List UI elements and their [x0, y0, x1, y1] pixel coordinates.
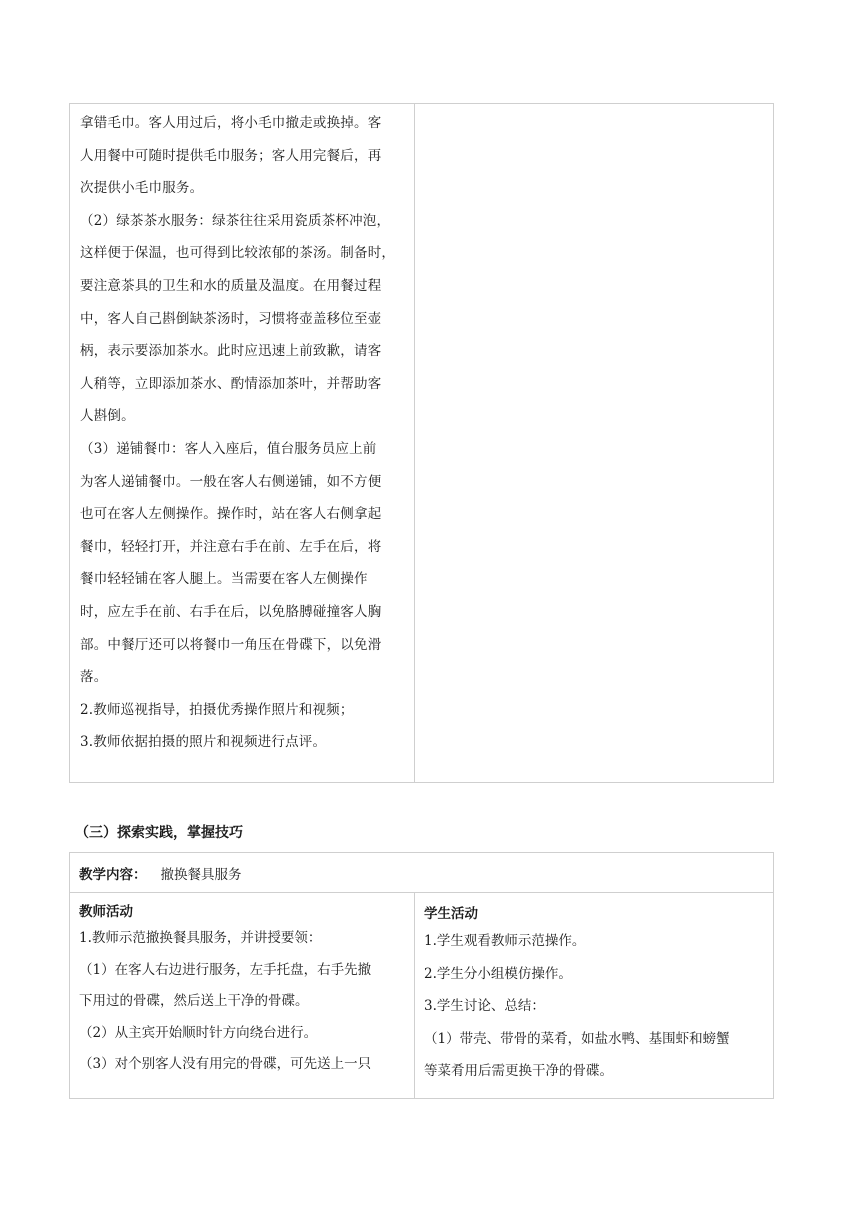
- text-line: （1）带壳、带骨的菜肴，如盐水鸭、基围虾和螃蟹: [424, 1030, 730, 1047]
- text-line: 柄，表示要添加茶水。此时应迅速上前致歉，请客: [80, 343, 382, 360]
- text-line: （2）从主宾开始顺时针方向绕台进行。: [79, 1024, 318, 1041]
- text-line: （3）递铺餐巾：客人入座后，值台服务员应上前: [80, 440, 377, 457]
- text-line: （3）对个别客人没有用完的骨碟，可先送上一只: [79, 1056, 372, 1073]
- text-line: 餐巾轻轻铺在客人腿上。当需要在客人左侧操作: [80, 571, 368, 588]
- text-line: 餐巾，轻轻打开，并注意右手在前、左手在后，将: [80, 538, 382, 555]
- text-line: 时，应左手在前、右手在后，以免胳膊碰撞客人胸: [80, 603, 382, 620]
- text-line: 1.教师示范撤换餐具服务，并讲授要领：: [79, 930, 322, 946]
- text-line: 也可在客人左侧操作。操作时，站在客人右侧拿起: [80, 506, 382, 523]
- text-line: 2.教师巡视指导，拍摄优秀操作照片和视频；: [80, 701, 354, 718]
- text-line: 落。: [80, 669, 108, 686]
- teacher-activity-cell: [70, 893, 415, 1098]
- text-line: 为客人递铺餐巾。一般在客人右侧递铺，如不方便: [80, 473, 382, 490]
- teaching-content-label: 教学内容：: [79, 866, 147, 883]
- teacher-activity-heading: 教师活动: [79, 904, 133, 920]
- student-activity-heading: 学生活动: [424, 906, 478, 922]
- text-line: 2.学生分小组模仿操作。: [424, 965, 572, 982]
- text-line: 拿错毛巾。客人用过后，将小毛巾撤走或换掉。客: [80, 115, 382, 131]
- lesson-table: [69, 852, 774, 1099]
- text-line: 中，客人自己斟倒缺茶汤时，习惯将壶盖移位至壶: [80, 310, 382, 327]
- text-line: 要注意茶具的卫生和水的质量及温度。在用餐过程: [80, 277, 382, 294]
- text-line: 1.学生观看教师示范操作。: [424, 933, 586, 949]
- text-line: 等菜肴用后需更换干净的骨碟。: [424, 1063, 613, 1080]
- activities-row: [70, 893, 773, 1098]
- text-line: （2）绿茶茶水服务：绿茶往往采用瓷质茶杯冲泡，: [80, 212, 391, 229]
- text-line: 人稍等，立即添加茶水、酌情添加茶叶，并帮助客: [80, 375, 382, 392]
- student-activity-cell-empty: [415, 104, 773, 782]
- text-line: 这样便于保温，也可得到比较浓郁的茶汤。制备时，: [80, 245, 396, 262]
- text-line: 人用餐中可随时提供毛巾服务；客人用完餐后，再: [80, 147, 382, 164]
- text-line: 次提供小毛巾服务。: [80, 180, 204, 197]
- text-line: （1）在客人右边进行服务，左手托盘，右手先撤: [79, 961, 372, 978]
- lesson-table-continued: [69, 103, 774, 783]
- teaching-content-row: [70, 853, 773, 893]
- text-line: 下用过的骨碟，然后送上干净的骨碟。: [79, 993, 309, 1010]
- text-line: 3.学生讨论、总结：: [424, 998, 545, 1015]
- student-activity-cell: [415, 893, 773, 1098]
- text-line: 3.教师依据拍摄的照片和视频进行点评。: [80, 734, 327, 751]
- text-line: 部。中餐厅还可以将餐巾一角压在骨碟下，以免滑: [80, 636, 382, 653]
- text-line: 人斟倒。: [80, 408, 135, 425]
- teaching-content-value: 撤换餐具服务: [160, 866, 242, 883]
- section-title: （三）探索实践，掌握技巧: [75, 825, 243, 841]
- teacher-activity-cell: [70, 104, 415, 782]
